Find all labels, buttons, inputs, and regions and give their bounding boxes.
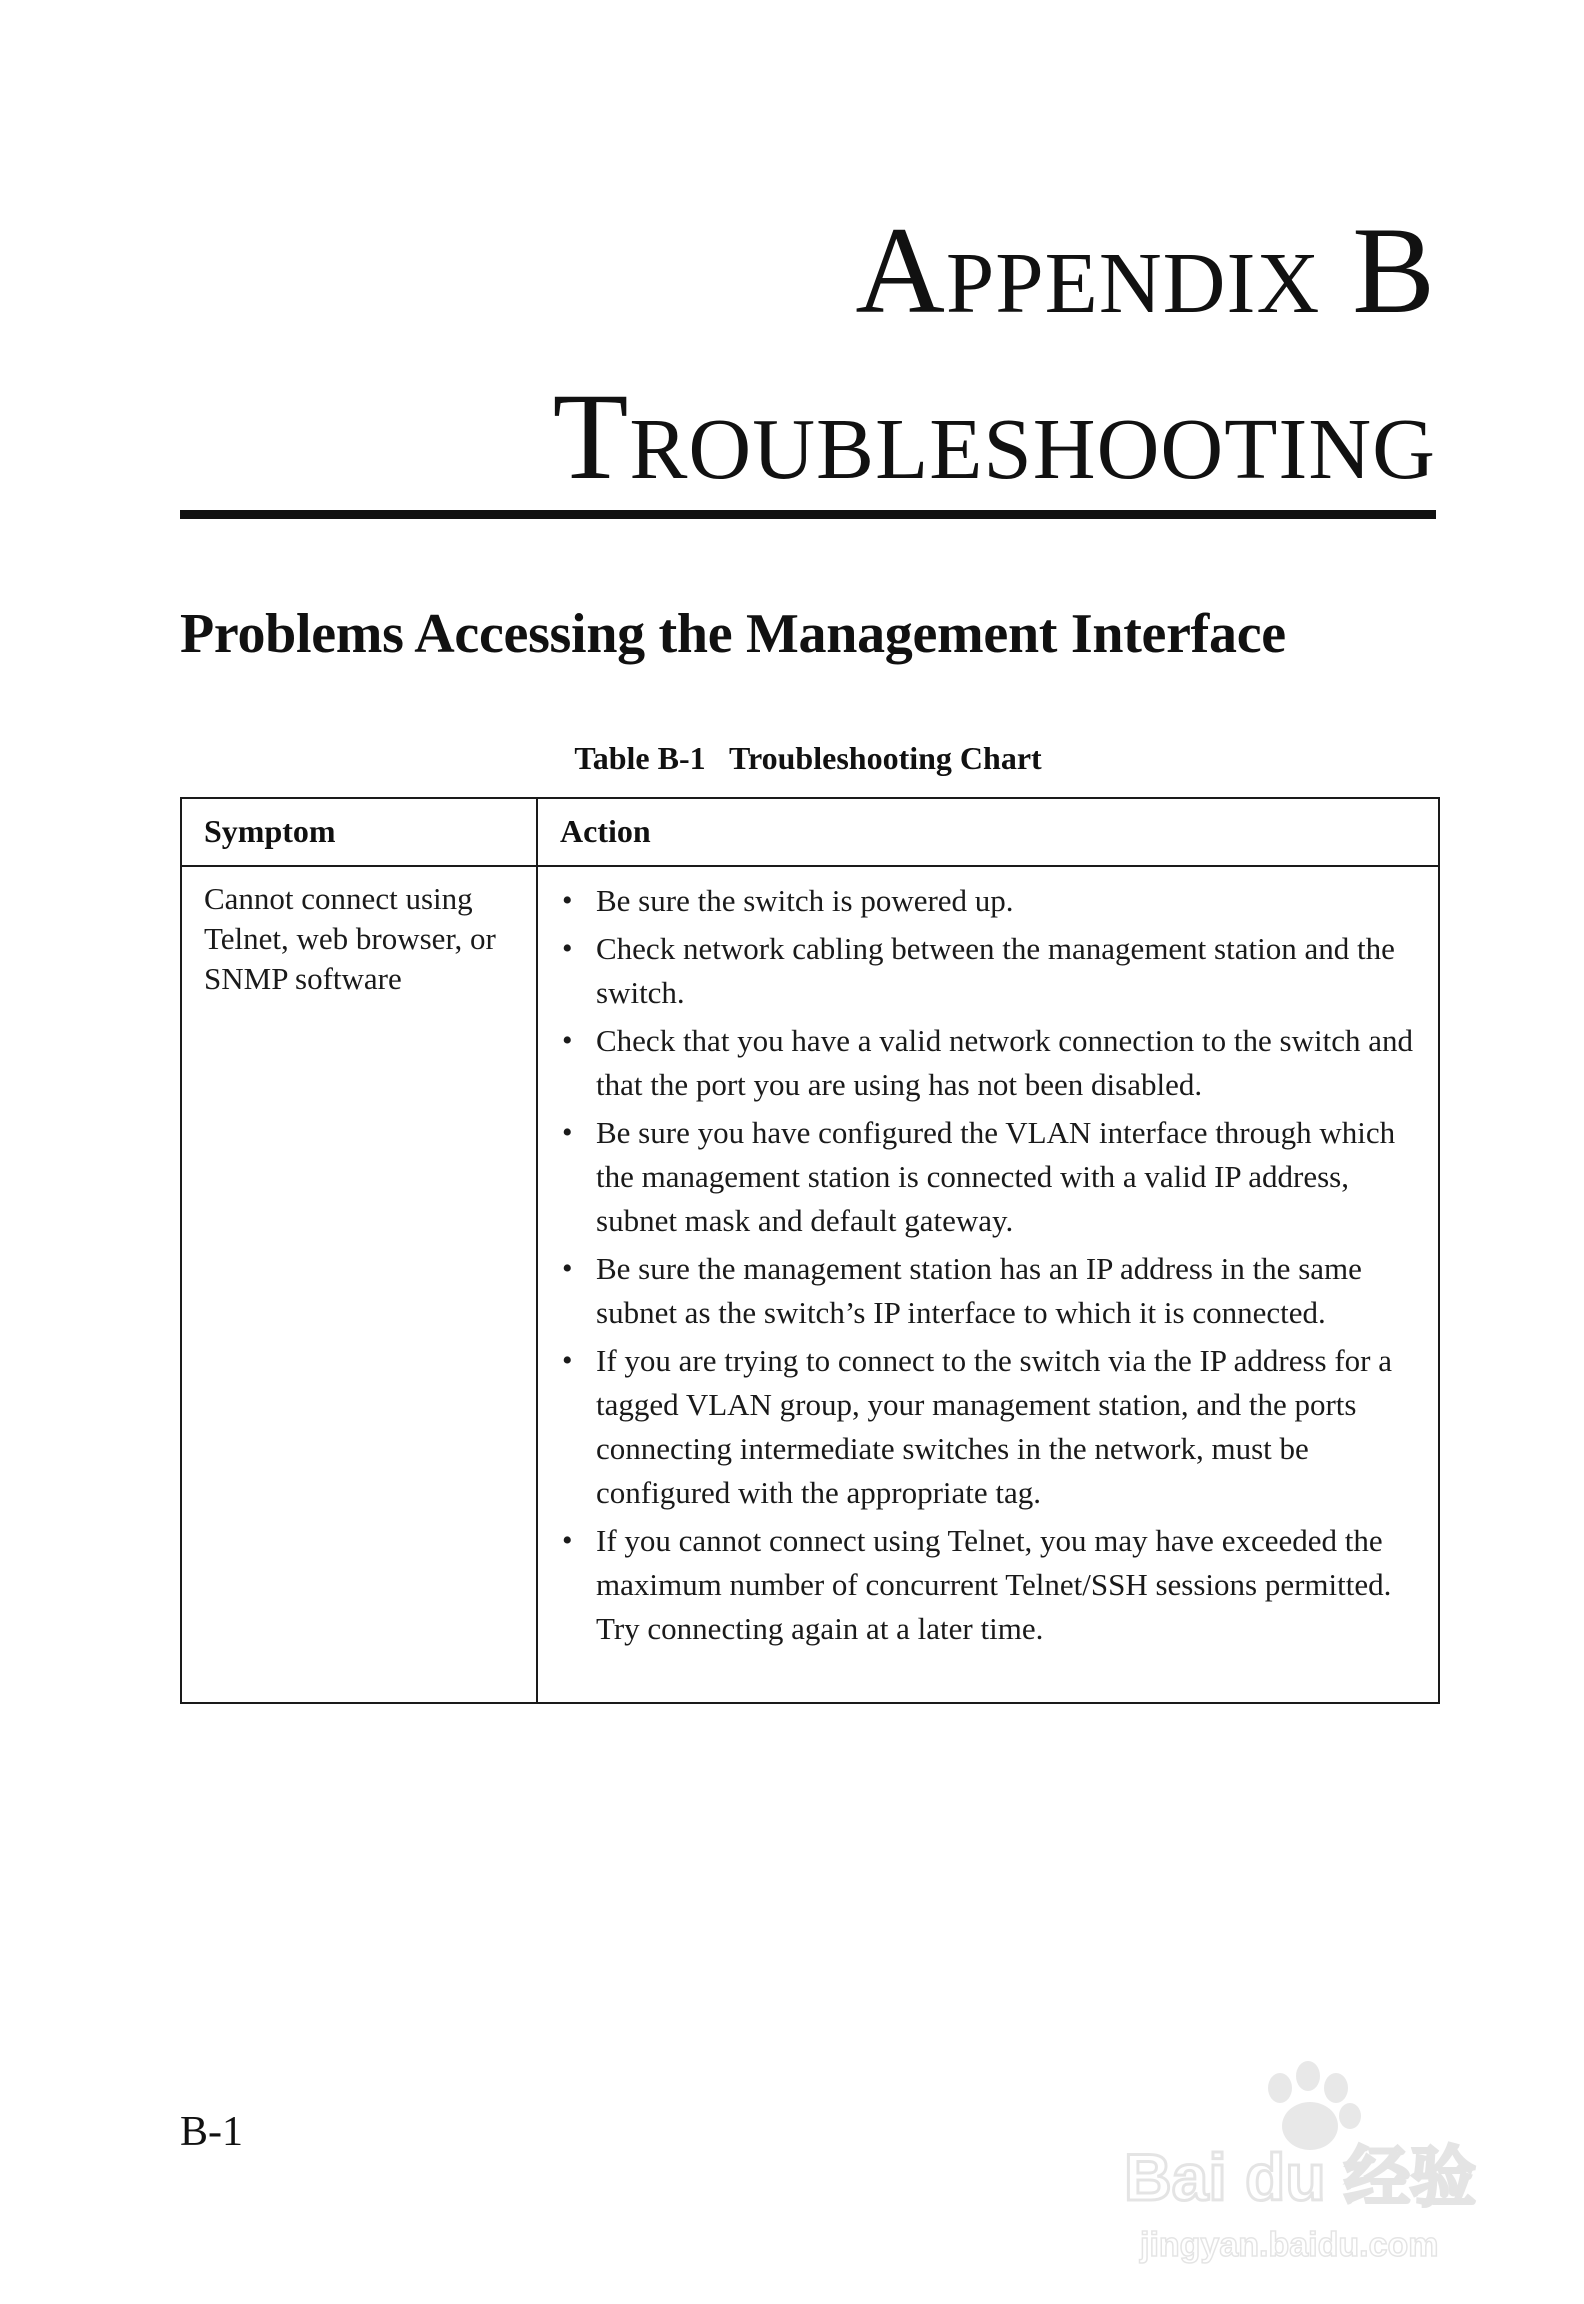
bullet-icon: • [562,884,573,917]
appendix-label: Appendix B [855,202,1436,339]
action-item [560,1019,1428,1107]
action-item [560,1519,1428,1651]
column-divider [536,799,538,1702]
bullet-icon: • [562,1344,573,1377]
header-divider [182,865,1438,867]
action-text: If you are trying to connect to the switch via the IP address for a tagged VLAN group, your management station, and the ports connecting intermediate switches in the network, must be configured with the appropriate tag. [596,1343,1392,1510]
symptom-column-header: Symptom [204,813,336,849]
watermark-brand: Bai du 经验 [1124,2140,1477,2214]
action-item [560,1111,1428,1243]
bullet-icon: • [562,932,573,965]
bullet-icon: • [562,1252,573,1285]
action-item [560,1247,1428,1335]
troubleshooting-table [180,797,1440,1704]
action-text: Be sure the switch is powered up. [596,883,1014,918]
table-caption: Table B-1 Troubleshooting Chart [574,740,1042,776]
title-divider [180,510,1436,519]
baidu-watermark-logo [1118,2060,1498,2280]
bullet-icon: • [562,1116,573,1149]
action-list [560,879,1428,1655]
action-text: Be sure the management station has an IP address in the same subnet as the switch’s IP interface to which it is connected. [596,1251,1362,1330]
chapter-title: Troubleshooting [552,368,1436,505]
watermark-url: jingyan.baidu.com [1140,2226,1439,2264]
action-item [560,879,1428,923]
bullet-icon: • [562,1524,573,1557]
section-heading: Problems Accessing the Management Interface [180,603,1286,665]
bullet-icon: • [562,1024,573,1057]
paw-icon [1268,2061,1361,2150]
action-text: Check network cabling between the management station and the switch. [596,931,1395,1010]
page-number: B-1 [180,2109,243,2155]
action-text: If you cannot connect using Telnet, you may have exceeded the maximum number of concurrent Telnet/SSH sessions permitted. Try connecting again at a later time. [596,1523,1392,1646]
action-item [560,927,1428,1015]
action-item [560,1339,1428,1515]
action-column-header: Action [560,813,651,849]
action-text: Be sure you have configured the VLAN interface through which the management station is connected with a valid IP address, subnet mask and default gateway. [596,1115,1396,1238]
appendix-title [553,188,1436,520]
symptom-cell: Cannot connect using Telnet, web browser, or SNMP software [204,881,496,996]
action-text: Check that you have a valid network connection to the switch and that the port you are using has not been disabled. [596,1023,1413,1102]
